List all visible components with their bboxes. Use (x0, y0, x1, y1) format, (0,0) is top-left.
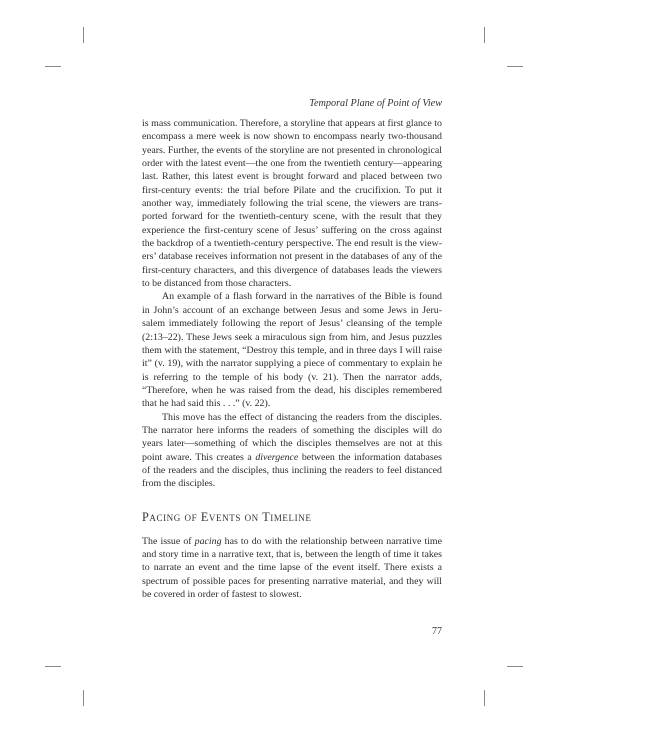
paragraph-3-text-before: This move has the effect of distancing the readers from the disciples. The narrator here informs the readers of something the disciples will do years later—something of which the disciples themselves are not at this point aware. This creates a (142, 411, 442, 463)
body-text (142, 117, 442, 601)
section-paragraph-text-before: The issue of (142, 535, 195, 547)
crop-mark-top-right-horizontal (507, 66, 523, 67)
section-paragraph-text-after: has to do with the relationship between narrative time and story time in a narrative text, that is, between the length of time it takes to narrate an event and the time lapse of the event itself. There exists a spectrum of possible paces for presenting narrative material, and they will be covered in order of fastest to slowest. (142, 535, 442, 600)
section-paragraph (142, 535, 442, 602)
paragraph-2: An example of a flash forward in the narratives of the Bible is found in John’s account of an exchange between Jesus and some Jews in Jerusalem immediately following the report of Jesus’ cleansing of the temple (2:13–22). These Jews seek a miraculous sign from him, and Jesus puzzles them with the statement, “Destroy this temple, and in three days I will raise it” (v. 19), with the narrator supplying a piece of commentary to explain he is referring to the temple of his body (v. 21). Then the narrator adds, “Therefore, when he was raised from the dead, his disciples remembered that he had said this . . .” (v. 22). (142, 291, 442, 410)
crop-mark-top-left-vertical (83, 27, 84, 43)
crop-mark-top-left-horizontal (45, 66, 61, 67)
crop-mark-bottom-left-vertical (83, 690, 84, 706)
paragraph-1: is mass communication. Therefore, a storyline that appears at first glance to encompass a mere week is now shown to encompass nearly two-thousand years. Further, the events of the storyline are not presented in chronological order with the latest event—the one from the twentieth century—appearing last. Rather, this latest event is brought forward and placed between two first-century events: the trial before Pilate and the crucifixion. To put it another way, immediately following the trial scene, the viewers are transported forward for the twentieth-century scene, with the result that they experience the first-century scene of Jesus’ suffering on the cross against the backdrop of a twentieth-century perspective. The end result is the viewers’ database receives information not present in the databases of any of the first-century characters, and this divergence of databases leads the viewers to be distanced from those characters. (142, 118, 442, 290)
crop-mark-top-right-vertical (484, 27, 485, 43)
running-head: Temporal Plane of Point of View (309, 98, 442, 109)
crop-mark-bottom-right-horizontal (507, 666, 523, 667)
section-paragraph-emphasis: pacing (194, 535, 222, 547)
crop-mark-bottom-right-vertical (484, 690, 485, 706)
paragraph-3 (142, 411, 442, 491)
page-number: 77 (432, 626, 442, 637)
paragraph-3-emphasis: divergence (255, 451, 299, 463)
section-heading: Pacing of Events on Timeline (142, 509, 312, 524)
crop-mark-bottom-left-horizontal (45, 666, 61, 667)
paragraph-3-text-after: between the information databases of the readers and the disciples, thus inclining the readers to feel distanced from the disciples. (142, 451, 442, 490)
